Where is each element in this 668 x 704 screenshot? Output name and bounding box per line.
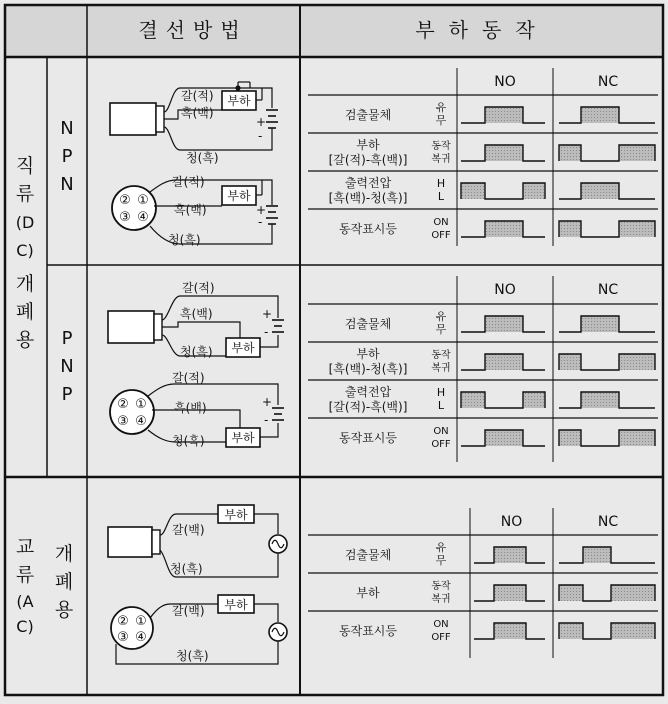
dc-label-char: 용 — [15, 329, 35, 351]
nc-pulse-waveform-fill — [559, 354, 581, 370]
load-label: 부하 — [231, 431, 255, 445]
pnp-label — [60, 328, 73, 405]
polarity-plus: + — [256, 203, 267, 217]
dc-label-char: 류 — [15, 183, 35, 205]
connector-pin: ① — [135, 397, 147, 412]
row-state-low: 무 — [435, 114, 447, 127]
row-state-low: 무 — [435, 554, 447, 567]
nc-pulse-waveform-fill — [559, 623, 583, 639]
no-column-header: NO — [494, 74, 516, 90]
row-state-high: 유 — [435, 101, 447, 114]
connector-pin: ③ — [117, 630, 129, 645]
row-state-low: 복귀 — [431, 154, 451, 165]
sensor-cylinder-icon — [108, 311, 154, 343]
no-pulse-waveform-fill — [494, 585, 526, 601]
no-column-header: NO — [494, 282, 516, 298]
nc-pulse-waveform-fill — [611, 585, 655, 601]
sensor-cylinder-icon — [110, 103, 156, 135]
header-load-operation-title: 부하동작 — [415, 18, 549, 42]
dc-label-char: 직 — [15, 155, 35, 177]
row-state-high: H — [436, 386, 446, 399]
pnp-timing-table — [308, 276, 658, 462]
wire-label-black: 흑(백) — [181, 106, 214, 120]
wire-label-blue: 청(흑) — [168, 233, 201, 247]
nc-column-header: NC — [597, 282, 619, 298]
pnp-label-char: P — [61, 328, 73, 349]
ac-sub-label-char: 개 — [54, 543, 74, 565]
row-label: 동작표시등 — [339, 624, 397, 638]
nc-pulse-waveform-fill — [611, 623, 655, 639]
npn-connector-labels — [168, 174, 266, 247]
row-state-high: 동작 — [431, 350, 451, 361]
ac-label-char: 교 — [15, 536, 35, 558]
dc-group-label — [16, 155, 35, 351]
row-label: 출력전압 — [344, 176, 392, 190]
row-label: 출력전압 — [344, 385, 392, 399]
wire-label-blue: 청(흑) — [186, 151, 219, 165]
row-state-high: 유 — [435, 310, 447, 323]
polarity-plus: + — [262, 307, 273, 321]
nc-pulse-waveform-fill — [559, 585, 583, 601]
row-label: 검출물체 — [344, 317, 392, 331]
no-pulse-waveform-fill — [485, 430, 523, 446]
row-state-low: L — [437, 399, 445, 412]
no-pulse-waveform-fill — [485, 354, 523, 370]
ac-sub-label-char: 용 — [54, 599, 74, 621]
wire-label-blue: 청(흑) — [170, 562, 203, 576]
load-label: 부하 — [224, 508, 248, 522]
nc-pulse-waveform-fill — [559, 430, 581, 446]
header-background — [5, 5, 663, 57]
nc-pulse-waveform-fill — [581, 392, 619, 408]
connector-pin: ② — [117, 614, 129, 629]
connector-pin: ④ — [137, 210, 149, 225]
dc-label-char: 개 — [15, 273, 35, 295]
nc-pulse-waveform-fill — [581, 183, 619, 199]
row-label: 동작표시등 — [339, 431, 397, 445]
connector-pin: ③ — [119, 210, 131, 225]
row-state-high: 유 — [435, 541, 447, 554]
wire-label-blue: 청(흑) — [176, 649, 209, 663]
nc-column-header: NC — [597, 514, 619, 530]
load-label: 부하 — [227, 189, 251, 203]
npn-label-char: P — [61, 146, 73, 167]
wire-label-black: 흑(백) — [180, 307, 213, 321]
polarity-plus: + — [256, 115, 267, 129]
ac-group-label — [16, 536, 34, 636]
npn-label-char: N — [60, 174, 74, 195]
row-state-low: OFF — [431, 632, 451, 643]
nc-pulse-waveform-fill — [581, 107, 619, 123]
row-label: 부하 — [356, 347, 380, 361]
row-label: 검출물체 — [344, 108, 392, 122]
polarity-plus: + — [262, 395, 273, 409]
nc-column-header: NC — [597, 74, 619, 90]
no-pulse-waveform-fill — [485, 316, 523, 332]
no-pulse-waveform-fill — [523, 183, 545, 199]
no-pulse-waveform-fill — [494, 547, 526, 563]
pnp-label-char: N — [60, 356, 74, 377]
row-sublabel: [흑(백)-청(흑)] — [328, 191, 408, 205]
sensor-cylinder-icon — [108, 527, 152, 557]
connector-pin: ④ — [135, 630, 147, 645]
row-state-high: 동작 — [431, 141, 451, 152]
polarity-minus: - — [258, 215, 263, 229]
no-column-header: NO — [500, 514, 523, 530]
connector-pin: ② — [117, 397, 129, 412]
connector-pin: ① — [137, 193, 149, 208]
nc-pulse-waveform-fill — [619, 430, 655, 446]
wire-label-brown: 갈(적) — [172, 175, 205, 189]
load-label: 부하 — [231, 341, 255, 355]
wire-label-brown: 갈(적) — [181, 89, 214, 103]
nc-pulse-waveform-fill — [619, 145, 655, 161]
connector-pin: ④ — [135, 414, 147, 429]
row-sublabel: [흑(백)-청(흑)] — [328, 362, 408, 376]
ac-timing-table — [308, 508, 658, 658]
polarity-minus: - — [264, 325, 269, 339]
no-pulse-waveform-fill — [485, 145, 523, 161]
polarity-minus: - — [264, 413, 269, 427]
row-state-high: ON — [433, 217, 449, 228]
connector-pin: ① — [135, 614, 147, 629]
wire-label-black: 흑(백) — [174, 401, 207, 415]
wire-label-brown: 갈(적) — [182, 281, 215, 295]
no-pulse-waveform-fill — [494, 623, 526, 639]
ac-label-char: (A — [16, 592, 34, 611]
nc-pulse-waveform-fill — [581, 316, 619, 332]
nc-pulse-waveform-fill — [583, 547, 611, 563]
ac-cylinder-labels — [170, 507, 248, 576]
row-label: 부하 — [356, 138, 380, 152]
header-wiring-title: 결선방법 — [138, 18, 248, 42]
ac-label-char: C) — [16, 617, 34, 636]
no-pulse-waveform-fill — [461, 392, 485, 408]
ac-sub-label — [55, 543, 73, 621]
row-state-high: ON — [433, 426, 449, 437]
load-label: 부하 — [227, 94, 251, 108]
nc-pulse-waveform-fill — [619, 221, 655, 237]
nc-pulse-waveform-fill — [619, 354, 655, 370]
connector-pin: ③ — [117, 414, 129, 429]
row-state-low: 복귀 — [431, 363, 451, 374]
wire-label-blue: 청(흑) — [172, 434, 205, 448]
nc-pulse-waveform-fill — [559, 221, 581, 237]
dc-label-char: C) — [16, 241, 34, 260]
row-state-low: L — [437, 190, 445, 203]
row-state-high: 동작 — [431, 581, 451, 592]
row-label: 부하 — [356, 586, 380, 600]
row-label: 검출물체 — [344, 548, 392, 562]
dc-label-char: 폐 — [15, 301, 35, 323]
row-state-high: H — [436, 177, 446, 190]
row-state-low: 복귀 — [431, 594, 451, 605]
npn-label-char: N — [60, 118, 74, 139]
no-pulse-waveform-fill — [485, 221, 523, 237]
row-state-low: 무 — [435, 323, 447, 336]
ac-sub-label-char: 폐 — [54, 571, 74, 593]
wire-label-black: 흑(백) — [174, 203, 207, 217]
npn-label — [60, 118, 73, 195]
row-label: 동작표시등 — [339, 222, 397, 236]
load-label: 부하 — [224, 598, 248, 612]
timing-tables — [308, 68, 658, 658]
pnp-label-char: P — [61, 384, 73, 405]
no-pulse-waveform-fill — [485, 107, 523, 123]
ac-connector-labels — [172, 597, 248, 663]
polarity-minus: - — [258, 129, 263, 143]
wire-label-brown: 갈(적) — [172, 371, 205, 385]
wire-label-blue: 청(흑) — [180, 345, 213, 359]
wire-label-brown: 갈(백) — [172, 523, 205, 537]
row-sublabel: [갈(적)-흑(백)] — [328, 400, 408, 414]
row-sublabel: [갈(적)-흑(백)] — [328, 153, 408, 167]
connector-pin: ② — [119, 193, 131, 208]
wire-label-brown: 갈(백) — [172, 604, 205, 618]
row-state-low: OFF — [431, 439, 451, 450]
no-pulse-waveform-fill — [461, 183, 485, 199]
row-state-low: OFF — [431, 230, 451, 241]
npn-timing-table — [308, 68, 658, 246]
dc-label-char: (D — [15, 213, 35, 232]
row-state-high: ON — [433, 619, 449, 630]
nc-pulse-waveform-fill — [559, 145, 581, 161]
ac-label-char: 류 — [15, 564, 35, 586]
no-pulse-waveform-fill — [523, 392, 545, 408]
